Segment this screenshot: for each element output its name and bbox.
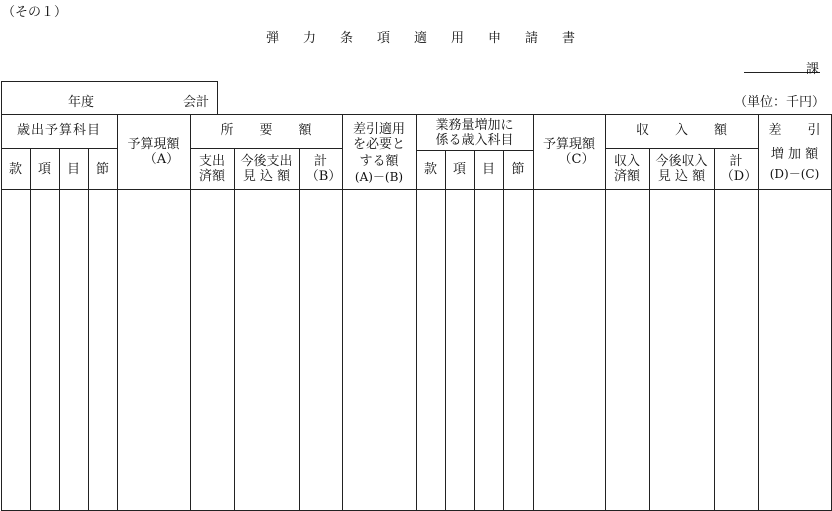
- col-line: [117, 114, 118, 511]
- title-char: 条: [339, 31, 353, 46]
- title-char: 申: [487, 31, 501, 46]
- budget-c-header-line2: （C）: [558, 152, 595, 167]
- required-group-header: 所 要 額: [220, 123, 312, 138]
- col-line: [445, 150, 446, 511]
- diff-dc-header-line3: (D)－(C): [769, 167, 820, 181]
- col-line: [234, 148, 235, 511]
- future-inc-header-line1: 今後収入: [655, 154, 708, 169]
- budget-c-header-line1: 予算現額: [542, 137, 595, 152]
- expenditure-group-header: 歳出予算科目: [16, 123, 101, 138]
- subheader-line-d: [605, 148, 758, 149]
- form-title: [254, 27, 587, 46]
- col-line: [88, 148, 89, 511]
- col-line: [299, 148, 300, 511]
- kou-header: 項: [37, 162, 51, 177]
- revenue-group-header-line2: 係る歳入科目: [435, 133, 514, 148]
- diff-ab-header-line2: を必要と: [352, 137, 405, 152]
- total-b-header-line1: 計: [313, 154, 327, 169]
- r-kan-header: 款: [423, 162, 437, 177]
- title-char: 請: [524, 31, 538, 46]
- budget-a-header-line1: 予算現額: [127, 137, 180, 152]
- year-label: 年度: [68, 95, 95, 110]
- col-line: [59, 148, 60, 511]
- income-group-header: 収 入 額: [635, 123, 727, 138]
- col-line: [474, 150, 475, 511]
- title-char: 適: [413, 31, 427, 46]
- diff-ab-header-line4: (A)－(B): [354, 170, 404, 184]
- diff-ab-header-line3: する額: [359, 154, 399, 169]
- total-b-header-line2: （B）: [305, 169, 342, 184]
- sub-number: （その１）: [2, 5, 68, 20]
- budget-a-header-line2: （A）: [143, 152, 180, 167]
- title-char: 書: [561, 31, 575, 46]
- r-setsu-header: 節: [511, 162, 525, 177]
- title-char: 弾: [265, 31, 279, 46]
- total-d-header-line1: 計: [729, 154, 743, 169]
- received-header-line2: 済額: [613, 169, 640, 184]
- future-exp-header-line2: 見 込 額: [242, 169, 291, 184]
- diff-ab-header-line1: 差引適用: [352, 122, 405, 137]
- future-exp-header-line1: 今後支出: [240, 154, 293, 169]
- title-char: 用: [450, 31, 464, 46]
- year-box-top: [1, 81, 218, 82]
- kan-header: 款: [8, 162, 22, 177]
- paid-header-line2: 済額: [198, 169, 225, 184]
- title-char: 項: [376, 31, 390, 46]
- col-line: [533, 114, 534, 511]
- r-kou-header: 項: [452, 162, 466, 177]
- setsu-header: 節: [95, 162, 109, 177]
- total-d-header-line2: （D）: [720, 169, 758, 184]
- year-box-left: [1, 81, 2, 114]
- col-line: [649, 148, 650, 511]
- section-suffix: 課: [806, 62, 820, 77]
- diff-dc-header-line2: 増 加 額: [770, 147, 819, 162]
- subheader-line-b: [190, 148, 342, 149]
- diff-dc-header-line1: 差 引: [768, 123, 821, 138]
- unit-label: （単位：千円）: [734, 95, 826, 110]
- received-header-line1: 収入: [613, 154, 640, 169]
- account-label: 会計: [183, 95, 210, 110]
- r-moku-header: 目: [481, 162, 495, 177]
- col-line: [714, 148, 715, 511]
- year-box-right: [217, 81, 218, 114]
- col-line: [503, 150, 504, 511]
- col-line: [30, 148, 31, 511]
- paid-header-line1: 支出: [198, 154, 225, 169]
- revenue-group-header-line1: 業務量増加に: [435, 118, 514, 133]
- future-inc-header-line2: 見 込 額: [657, 169, 706, 184]
- moku-header: 目: [66, 162, 80, 177]
- title-char: 力: [302, 31, 316, 46]
